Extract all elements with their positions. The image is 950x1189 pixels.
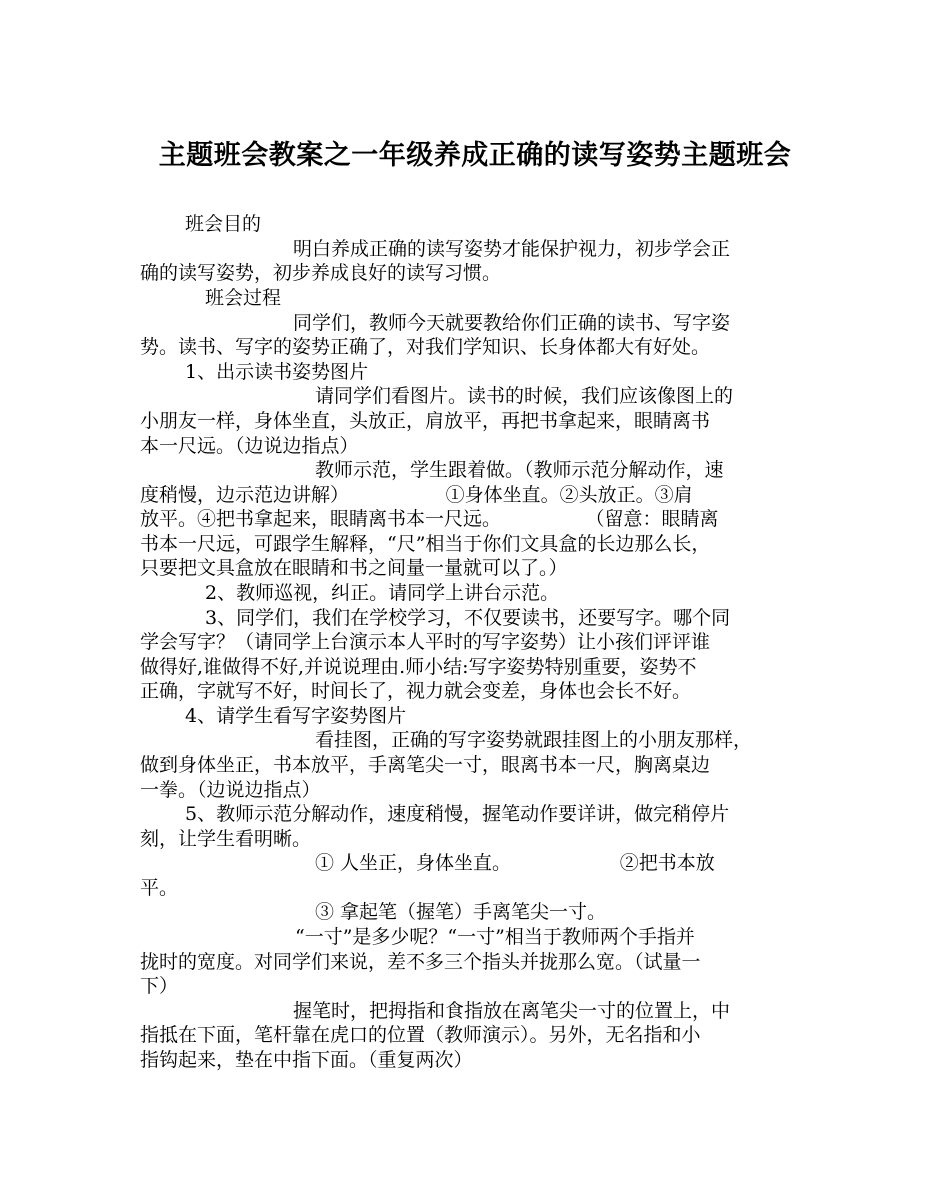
paragraph-line: 做得好,谁做得不好,并说说理由.师小结:写字姿势特别重要，姿势不 xyxy=(140,656,697,678)
paragraph-line: 势。读书、写字的姿势正确了，对我们学知识、长身体都大有好处。 xyxy=(140,336,711,358)
section-heading-process: 班会过程 xyxy=(205,287,282,309)
paragraph-line: 确的读写姿势，初步养成良好的读写习惯。 xyxy=(140,262,502,284)
paragraph-line: ③ 拿起笔（握笔）手离笔尖一寸。 xyxy=(315,901,607,923)
paragraph-line: 本一尺远。（边说边指点） xyxy=(140,435,359,457)
document-title: 主题班会教案之一年级养成正确的读写姿势主题班会 xyxy=(158,140,792,171)
step-heading-5: 5、教师示范分解动作，速度稍慢，握笔动作要详讲，做完稍停片 xyxy=(185,803,730,825)
paragraph-line: 指抵在下面，笔杆靠在虎口的位置（教师演示）。另外，无名指和小 xyxy=(140,1024,701,1046)
paragraph-line: 明白养成正确的读写姿势才能保护视力，初步学会正 xyxy=(293,238,731,260)
paragraph-line: 平。 xyxy=(140,877,179,899)
paragraph-line: 只要把文具盒放在眼睛和书之间量一量就可以了。） xyxy=(140,557,568,579)
step-heading-1: 1、出示读书姿势图片 xyxy=(185,361,369,383)
paragraph-line: 教师示范，学生跟着做。（教师示范分解动作，速 xyxy=(315,459,724,481)
paragraph-line: 做到身体坐正，书本放平，手离笔尖一寸，眼离书本一尺，胸离桌边 xyxy=(140,754,711,776)
paragraph-line: 请同学们看图片。读书的时候，我们应该像图上的 xyxy=(315,385,734,407)
paragraph-line: 放平。④把书拿起来，眼睛离书本一尺远。 （留意：眼睛离 xyxy=(140,508,719,530)
paragraph-line: ① 人坐正，身体坐直。 ②把书本放 xyxy=(315,852,715,874)
section-heading-purpose: 班会目的 xyxy=(185,213,262,235)
paragraph-line: 指钩起来，垫在中指下面。（重复两次） xyxy=(140,1049,473,1071)
paragraph-line: “一寸”是多少呢？“一寸”相当于教师两个手指并 xyxy=(295,926,695,948)
paragraph-line: 学会写字？（请同学上台演示本人平时的写字姿势）让小孩们评评谁 xyxy=(140,631,711,653)
step-heading-2: 2、教师巡视，纠正。请同学上讲台示范。 xyxy=(205,582,560,604)
paragraph-line: 同学们，教师今天就要教给你们正确的读书、写字姿 xyxy=(293,312,731,334)
paragraph-line: 度稍慢，边示范边讲解） ①身体坐直。②头放正。③肩 xyxy=(140,484,693,506)
paragraph-line: 刻，让学生看明晰。 xyxy=(140,828,312,850)
paragraph-line: 书本一尺远，可跟学生解释，“尺”相当于你们文具盒的长边那么长， xyxy=(140,533,711,555)
paragraph-line: 握笔时，把拇指和食指放在离笔尖一寸的位置上，中 xyxy=(293,1000,731,1022)
paragraph-line: 正确，字就写不好，时间长了，视力就会变差，身体也会长不好。 xyxy=(140,680,692,702)
paragraph-line: 下） xyxy=(140,975,179,997)
paragraph-line: 一拳。（边说边指点） xyxy=(140,779,321,801)
paragraph-line: 小朋友一样，身体坐直，头放正，肩放平，再把书拿起来，眼睛离书 xyxy=(140,410,711,432)
step-heading-3: 3、同学们，我们在学校学习，不仅要读书，还要写字。哪个同 xyxy=(205,607,731,629)
paragraph-line: 看挂图，正确的写字姿势就跟挂图上的小朋友那样， xyxy=(315,729,753,751)
paragraph-line: 拢时的宽度。对同学们来说，差不多三个指头并拢那么宽。（试量一 xyxy=(140,951,701,973)
step-heading-4: 4、请学生看写字姿势图片 xyxy=(185,705,407,727)
